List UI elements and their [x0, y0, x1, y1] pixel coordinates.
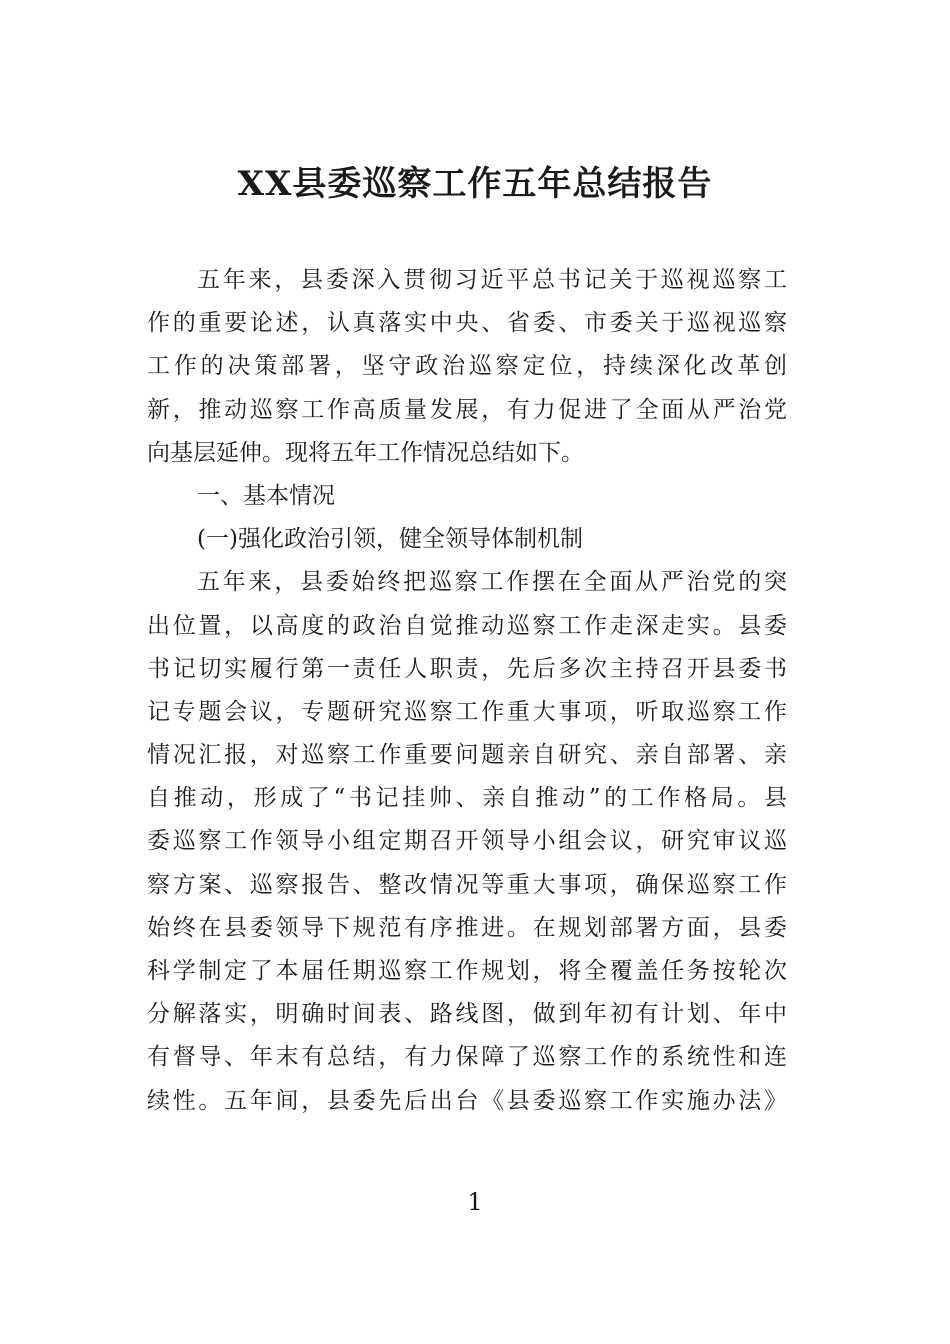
intro-line: 工作的决策部署，坚守政治巡察定位，持续深化改革创	[147, 353, 787, 380]
body-line: 自推动，形成了“书记挂帅、亲自推动”的工作格局。县	[147, 785, 787, 812]
body-line: 续性。五年间，县委先后出台《县委巡察工作实施办法》	[147, 1087, 787, 1114]
body-line: 察方案、巡察报告、整改情况等重大事项，确保巡察工作	[147, 871, 787, 898]
body-line: 始终在县委领导下规范有序推进。在规划部署方面，县委	[147, 914, 787, 941]
intro-line: 作的重要论述，认真落实中央、省委、市委关于巡视巡察	[147, 310, 787, 337]
intro-line: 向基层延伸。现将五年工作情况总结如下。	[147, 439, 584, 466]
intro-line: 新，推动巡察工作高质量发展，有力促进了全面从严治党	[147, 396, 787, 423]
document-title: XX县委巡察工作五年总结报告	[237, 164, 713, 204]
body-line: 有督导、年末有总结，有力保障了巡察工作的系统性和连	[147, 1044, 787, 1071]
body-line: 五年来，县委始终把巡察工作摆在全面从严治党的突	[197, 569, 787, 596]
body-line: 科学制定了本届任期巡察工作规划，将全覆盖任务按轮次	[147, 958, 787, 984]
subsection-heading: (一)强化政治引领，健全领导体制机制	[197, 526, 583, 553]
body-line: 记专题会议，专题研究巡察工作重大事项，听取巡察工作	[147, 698, 787, 725]
document-body	[147, 259, 787, 1123]
body-line: 分解落实，明确时间表、路线图，做到年初有计划、年中	[147, 1001, 787, 1028]
body-line: 委巡察工作领导小组定期召开领导小组会议，研究审议巡	[147, 828, 787, 855]
intro-line: 五年来，县委深入贯彻习近平总书记关于巡视巡察工	[197, 267, 787, 293]
section-heading: 一、基本情况	[197, 482, 335, 509]
body-line: 情况汇报，对巡察工作重要问题亲自研究、亲自部署、亲	[147, 742, 787, 769]
page-number: 1	[467, 1188, 483, 1216]
body-line: 书记切实履行第一责任人职责，先后多次主持召开县委书	[147, 655, 787, 682]
body-line: 出位置，以高度的政治自觉推动巡察工作走深走实。县委	[147, 612, 787, 639]
